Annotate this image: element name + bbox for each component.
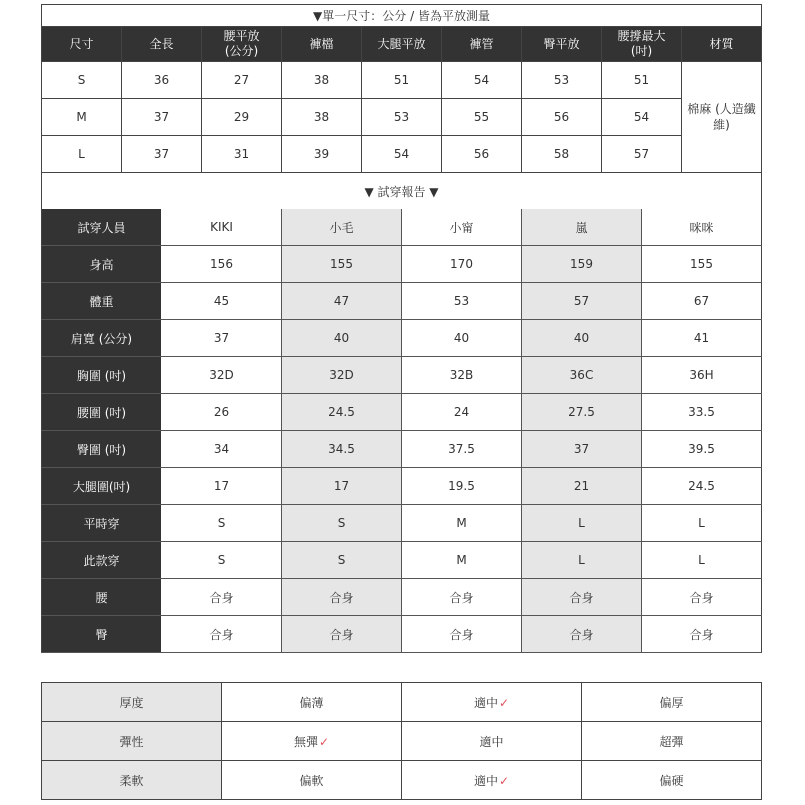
report-value-cell: 合身 bbox=[162, 616, 282, 653]
size-cell: 53 bbox=[522, 62, 602, 99]
report-value-cell: 40 bbox=[282, 320, 402, 357]
size-cell: 54 bbox=[602, 99, 682, 136]
size-cell: 54 bbox=[442, 62, 522, 99]
report-value-cell: 159 bbox=[522, 246, 642, 283]
feel-option-label: 適中 bbox=[479, 734, 504, 749]
report-value-cell: 合身 bbox=[282, 579, 402, 616]
report-row bbox=[42, 579, 762, 616]
size-header-cell: 尺寸 bbox=[42, 27, 122, 62]
size-header-cell: 全長 bbox=[122, 27, 202, 62]
report-value-cell: 嵐 bbox=[522, 209, 642, 246]
size-cell: 36 bbox=[122, 62, 202, 99]
check-mark-icon: ✓ bbox=[498, 773, 510, 788]
report-value-cell: 17 bbox=[282, 468, 402, 505]
report-value-cell: 17 bbox=[162, 468, 282, 505]
size-cell: 51 bbox=[362, 62, 442, 99]
feel-option-label: 適中 bbox=[473, 695, 498, 710]
report-value-cell: 33.5 bbox=[642, 394, 762, 431]
report-value-cell: S bbox=[162, 542, 282, 579]
report-value-cell: 32B bbox=[402, 357, 522, 394]
size-cell: M bbox=[42, 99, 122, 136]
report-value-cell: 41 bbox=[642, 320, 762, 357]
report-label-cell: 體重 bbox=[42, 283, 162, 320]
report-label-cell: 身高 bbox=[42, 246, 162, 283]
report-value-cell: 24.5 bbox=[282, 394, 402, 431]
report-row bbox=[42, 320, 762, 357]
report-value-cell: 40 bbox=[402, 320, 522, 357]
report-value-cell: 32D bbox=[162, 357, 282, 394]
report-row bbox=[42, 468, 762, 505]
report-value-cell: L bbox=[642, 542, 762, 579]
report-value-cell: 40 bbox=[522, 320, 642, 357]
feel-option-label: 偏薄 bbox=[299, 695, 324, 710]
report-value-cell: 53 bbox=[402, 283, 522, 320]
feel-option-cell bbox=[402, 683, 582, 722]
report-caption: ▼ 試穿報告 ▼ bbox=[42, 173, 762, 210]
feel-option-label: 適中 bbox=[473, 773, 498, 788]
size-row bbox=[42, 99, 762, 136]
size-cell: 53 bbox=[362, 99, 442, 136]
fabric-feel-table bbox=[41, 682, 762, 800]
feel-option-cell bbox=[402, 722, 582, 761]
report-value-cell: 155 bbox=[282, 246, 402, 283]
feel-label-cell: 彈性 bbox=[42, 722, 222, 761]
size-cell: 58 bbox=[522, 136, 602, 173]
report-value-cell: 21 bbox=[522, 468, 642, 505]
size-header-cell: 褲管 bbox=[442, 27, 522, 62]
size-cell: 57 bbox=[602, 136, 682, 173]
report-value-cell: 32D bbox=[282, 357, 402, 394]
feel-option-cell bbox=[222, 761, 402, 800]
report-value-cell: 155 bbox=[642, 246, 762, 283]
report-value-cell: 小甯 bbox=[402, 209, 522, 246]
report-value-cell: 45 bbox=[162, 283, 282, 320]
size-row bbox=[42, 136, 762, 173]
size-cell: 37 bbox=[122, 99, 202, 136]
report-value-cell: 37 bbox=[162, 320, 282, 357]
size-header-cell: 材質 bbox=[682, 27, 762, 62]
report-label-cell: 臀圍 (吋) bbox=[42, 431, 162, 468]
size-cell: 38 bbox=[282, 62, 362, 99]
report-label-cell: 臀 bbox=[42, 616, 162, 653]
size-cell: 37 bbox=[122, 136, 202, 173]
size-caption-row bbox=[42, 5, 762, 27]
report-value-cell: 26 bbox=[162, 394, 282, 431]
report-label-cell: 試穿人員 bbox=[42, 209, 162, 246]
report-value-cell: S bbox=[162, 505, 282, 542]
report-label-cell: 平時穿 bbox=[42, 505, 162, 542]
report-value-cell: 合身 bbox=[642, 616, 762, 653]
report-label-cell: 腰圍 (吋) bbox=[42, 394, 162, 431]
report-value-cell: S bbox=[282, 542, 402, 579]
size-cell: 54 bbox=[362, 136, 442, 173]
report-row bbox=[42, 505, 762, 542]
size-header-cell: 臀平放 bbox=[522, 27, 602, 62]
report-value-cell: M bbox=[402, 505, 522, 542]
feel-row bbox=[42, 722, 762, 761]
feel-label-cell: 厚度 bbox=[42, 683, 222, 722]
report-value-cell: L bbox=[522, 542, 642, 579]
report-value-cell: 合身 bbox=[162, 579, 282, 616]
report-value-cell: 39.5 bbox=[642, 431, 762, 468]
report-value-cell: 36C bbox=[522, 357, 642, 394]
check-mark-icon: ✓ bbox=[498, 695, 510, 710]
size-table-caption: ▼單一尺寸：公分 / 皆為平放測量 bbox=[42, 5, 762, 27]
feel-label-cell: 柔軟 bbox=[42, 761, 222, 800]
report-label-cell: 大腿圍(吋) bbox=[42, 468, 162, 505]
report-value-cell: 170 bbox=[402, 246, 522, 283]
report-value-cell: 34 bbox=[162, 431, 282, 468]
feel-option-label: 偏軟 bbox=[299, 773, 324, 788]
report-value-cell: L bbox=[642, 505, 762, 542]
report-row bbox=[42, 542, 762, 579]
report-value-cell: 67 bbox=[642, 283, 762, 320]
report-value-cell: 合身 bbox=[282, 616, 402, 653]
report-row bbox=[42, 357, 762, 394]
report-value-cell: 37 bbox=[522, 431, 642, 468]
report-value-cell: 合身 bbox=[522, 616, 642, 653]
report-row bbox=[42, 246, 762, 283]
feel-row bbox=[42, 683, 762, 722]
report-value-cell: KIKI bbox=[162, 209, 282, 246]
report-value-cell: 36H bbox=[642, 357, 762, 394]
size-cell: 27 bbox=[202, 62, 282, 99]
size-cell: L bbox=[42, 136, 122, 173]
size-cell: 56 bbox=[522, 99, 602, 136]
report-row bbox=[42, 394, 762, 431]
report-row bbox=[42, 431, 762, 468]
report-value-cell: 小毛 bbox=[282, 209, 402, 246]
report-label-cell: 胸圍 (吋) bbox=[42, 357, 162, 394]
report-label-cell: 腰 bbox=[42, 579, 162, 616]
size-header-cell: 褲檔 bbox=[282, 27, 362, 62]
size-header-cell: 腰撐最大 (吋) bbox=[602, 27, 682, 62]
feel-option-cell bbox=[222, 722, 402, 761]
report-value-cell: M bbox=[402, 542, 522, 579]
report-value-cell: 合身 bbox=[642, 579, 762, 616]
feel-row bbox=[42, 761, 762, 800]
feel-option-label: 偏厚 bbox=[659, 695, 684, 710]
size-header-cell: 大腿平放 bbox=[362, 27, 442, 62]
feel-option-cell bbox=[222, 683, 402, 722]
report-value-cell: 咪咪 bbox=[642, 209, 762, 246]
report-value-cell: 合身 bbox=[522, 579, 642, 616]
size-cell: 55 bbox=[442, 99, 522, 136]
report-value-cell: S bbox=[282, 505, 402, 542]
report-value-cell: 19.5 bbox=[402, 468, 522, 505]
feel-option-label: 偏硬 bbox=[659, 773, 684, 788]
report-value-cell: 57 bbox=[522, 283, 642, 320]
report-value-cell: 47 bbox=[282, 283, 402, 320]
feel-option-cell bbox=[582, 722, 762, 761]
size-cell: 56 bbox=[442, 136, 522, 173]
report-value-cell: 34.5 bbox=[282, 431, 402, 468]
size-cell: S bbox=[42, 62, 122, 99]
size-cell: 51 bbox=[602, 62, 682, 99]
report-value-cell: L bbox=[522, 505, 642, 542]
report-value-cell: 156 bbox=[162, 246, 282, 283]
report-value-cell: 24 bbox=[402, 394, 522, 431]
size-table bbox=[41, 4, 762, 173]
size-cell: 38 bbox=[282, 99, 362, 136]
feel-option-label: 超彈 bbox=[659, 734, 684, 749]
fitting-report-table bbox=[41, 172, 762, 653]
check-mark-icon: ✓ bbox=[318, 734, 330, 749]
report-row bbox=[42, 283, 762, 320]
size-cell: 39 bbox=[282, 136, 362, 173]
size-cell: 31 bbox=[202, 136, 282, 173]
report-label-cell: 此款穿 bbox=[42, 542, 162, 579]
report-row bbox=[42, 209, 762, 246]
report-value-cell: 37.5 bbox=[402, 431, 522, 468]
report-value-cell: 合身 bbox=[402, 616, 522, 653]
report-caption-row bbox=[42, 173, 762, 210]
size-header-cell: 腰平放 (公分) bbox=[202, 27, 282, 62]
feel-option-cell bbox=[582, 761, 762, 800]
feel-option-cell bbox=[582, 683, 762, 722]
feel-option-cell bbox=[402, 761, 582, 800]
report-value-cell: 27.5 bbox=[522, 394, 642, 431]
report-label-cell: 肩寬 (公分) bbox=[42, 320, 162, 357]
report-value-cell: 合身 bbox=[402, 579, 522, 616]
size-header-row bbox=[42, 27, 762, 62]
report-row bbox=[42, 616, 762, 653]
feel-option-label: 無彈 bbox=[293, 734, 318, 749]
material-cell: 棉麻 (人造纖維) bbox=[682, 62, 762, 173]
size-cell: 29 bbox=[202, 99, 282, 136]
size-row bbox=[42, 62, 762, 99]
report-value-cell: 24.5 bbox=[642, 468, 762, 505]
